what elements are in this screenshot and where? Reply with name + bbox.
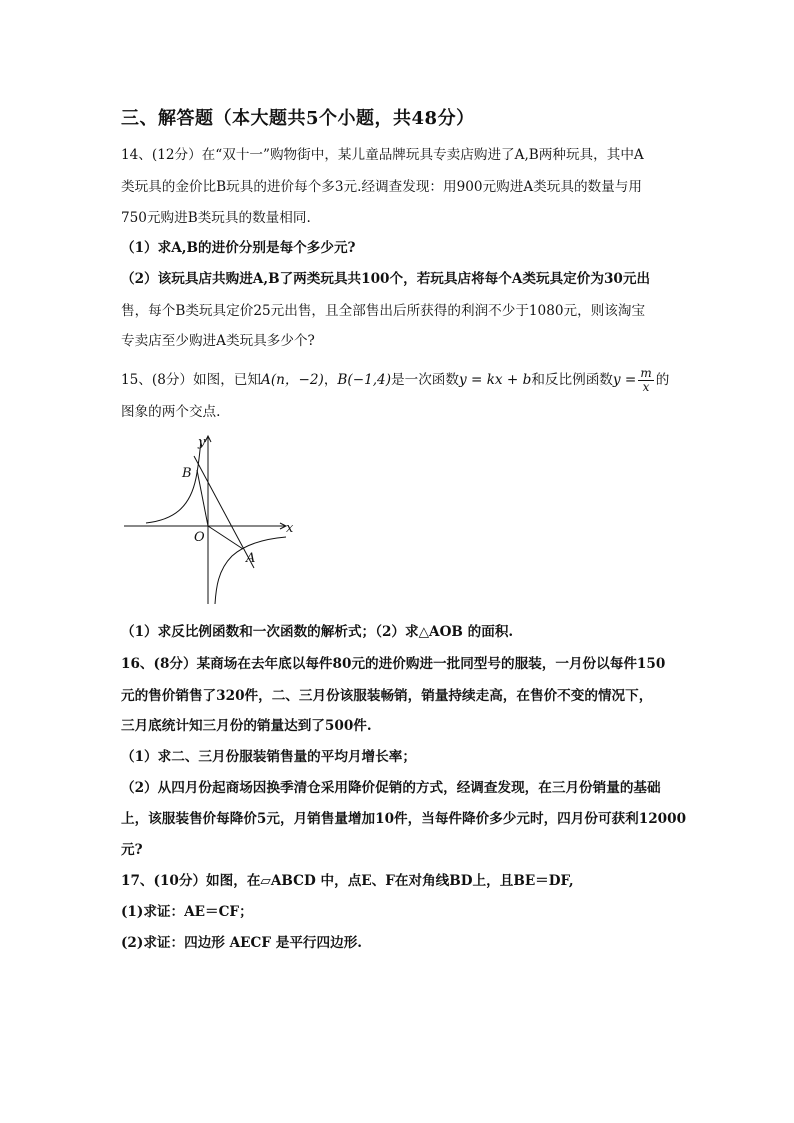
q15-text-mid: 是一次函数 [391, 372, 459, 388]
q15-point-b: B(−1,4) [337, 372, 392, 388]
q14-part-1: （1）求A,B的进价分别是每个多少元? [121, 240, 356, 256]
y-axis-label: y [198, 435, 206, 450]
q14-line-2: 类玩具的金价比B玩具的进价每个多3元.经调查发现：用900元购进A类玩具的数量与用 [121, 179, 642, 195]
q15-parts: （1）求反比例函数和一次函数的解析式；（2）求△AOB 的面积. [121, 624, 514, 640]
q14-part-2-line-2: 售，每个B类玩具定价25元出售，且全部售出后所获得的利润不少于1080元，则该淘宝 [121, 303, 646, 319]
hyperbola-branch-upper-left [146, 440, 201, 523]
linear-function-line [194, 456, 254, 568]
q15-inverse-lhs: y = [612, 372, 637, 388]
q14-line-1: 14、(12分）在“双十一”购物街中，某儿童品牌玩具专卖店购进了A,B两种玩具，其中A [121, 147, 644, 163]
q15-point-a: A(n，−2) [261, 372, 324, 388]
q16-line-2: 元的售价销售了320件，二、三月份该服装畅销，销量持续走高，在售价不变的情况下， [121, 688, 653, 704]
q15-function-graph [118, 428, 298, 608]
x-axis-label: x [286, 521, 294, 536]
section-title: 三、解答题（本大题共5个小题，共48分） [121, 108, 475, 129]
q15-inverse-fraction [638, 367, 653, 394]
q16-line-1: 16、(8分）某商场在去年底以每件80元的进价购进一批同型号的服装，一月份以每件150 [121, 656, 666, 672]
q14-line-3: 750元购进B类玩具的数量相同. [121, 210, 311, 226]
q17-line-1: 17、(10分）如图，在▱ABCD 中，点E、F在对角线BD上，且BE＝DF, [121, 873, 574, 889]
q16-part-2-line-3: 元? [121, 842, 143, 858]
q17-part-1: (1)求证：AE＝CF； [121, 904, 253, 920]
q16-part-1: （1）求二、三月份服装销售量的平均月增长率； [121, 749, 416, 765]
origin-label: O [194, 530, 205, 545]
q15-line-2: 图象的两个交点. [121, 404, 221, 420]
q16-line-3: 三月底统计知三月份的销量达到了500件. [121, 718, 372, 734]
point-a-label: A [246, 551, 256, 566]
q14-part-2-line-3: 专卖店至少购进A类玩具多少个? [121, 333, 315, 349]
q15-separator: ， [323, 372, 338, 388]
q14-part-2-line-1: （2）该玩具店共购进A,B了两类玩具共100个，若玩具店将每个A类玩具定价为30元出 [121, 271, 651, 287]
q15-line-1 [121, 367, 669, 394]
q15-fraction-numerator: m [640, 366, 652, 380]
q15-text-end: 的 [655, 372, 670, 388]
q17-part-2: (2)求证：四边形 AECF 是平行四边形. [121, 935, 363, 951]
point-b-label: B [182, 466, 192, 481]
hyperbola-branch-lower-right [215, 537, 286, 604]
q15-linear-function: y = kx + b [458, 372, 532, 388]
q15-text-mid2: 和反比例函数 [531, 372, 613, 388]
q15-text-pre: 15、(8分）如图，已知 [121, 372, 261, 388]
q16-part-2-line-1: （2）从四月份起商场因换季清仓采用降价促销的方式，经调查发现，在三月份销量的基础 [121, 780, 661, 796]
q15-fraction-denominator: x [642, 380, 650, 394]
q16-part-2-line-2: 上，该服装售价每降价5元，月销售量增加10件，当每件降价多少元时，四月份可获利12000 [121, 811, 687, 827]
